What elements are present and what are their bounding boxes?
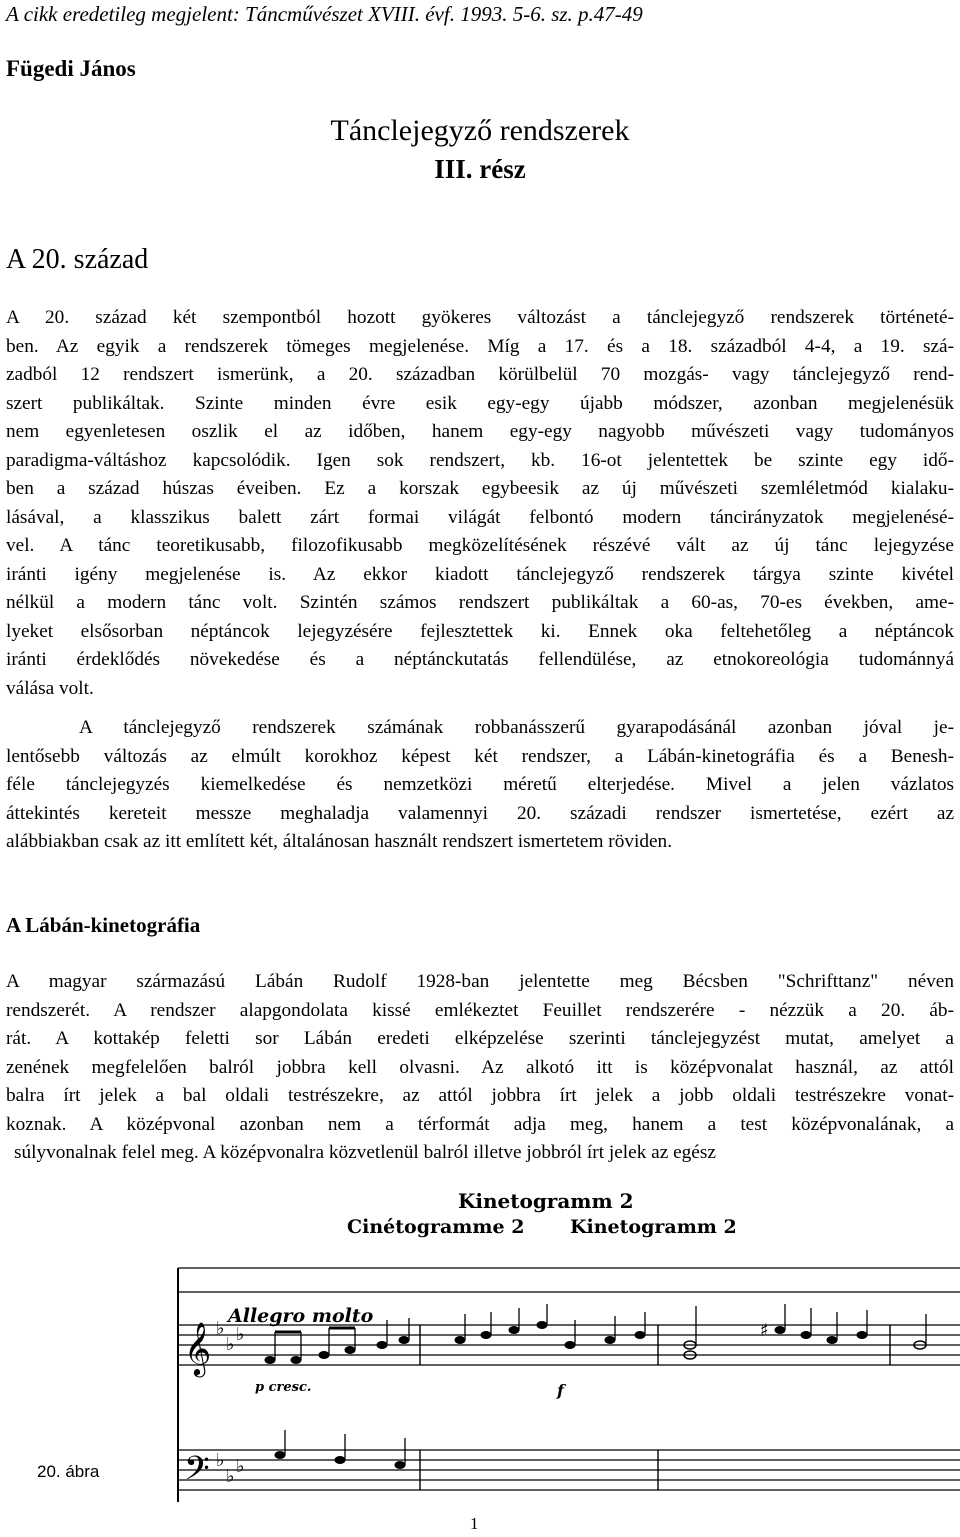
music-score-figure [170, 1240, 960, 1510]
text-line: A tánclejegyző rendszerek számának robbanásszerű gyarapodásánál azonban jóval je- [79, 717, 954, 738]
text-line: ben a század húszas éveiben. Ez a korszak egybeesik az új művészeti szemléletmód kialaku- [6, 478, 954, 499]
figure-heading-top: Kinetogramm 2 [458, 1189, 634, 1213]
text-line: nélkül a modern tánc volt. Szintén számos rendszert publikáltak a 60-as, 70-es években, ame- [6, 592, 954, 613]
svg-text:♭: ♭ [236, 1324, 245, 1345]
paragraph-2 [6, 714, 954, 857]
text-line: paradigma-váltáshoz kapcsolódik. Igen sok rendszert, kb. 16-ot jelentettek be szinte egy idő- [6, 449, 954, 471]
source-note: A cikk eredetileg megjelent: Táncművészet XVIII. évf. 1993. 5-6. sz. p.47-49 [6, 2, 643, 26]
figure-heading-right: Kinetogramm 2 [570, 1216, 737, 1238]
tempo-marking: Allegro molto [228, 1305, 374, 1327]
text-line: rendszerét. A rendszer alapgondolata kissé emlékeztet Feuillet rendszerére - nézzük a 20. áb- [6, 999, 954, 1021]
text-line: zenének megfelelően balról jobbra kell olvasni. Az alkotó itt is középvonalat használ, az attól [6, 1056, 954, 1078]
text-line: A magyar származású Lábán Rudolf 1928-ban jelentette meg Bécsben "Schrifttanz" néven [6, 971, 954, 992]
svg-text:♭: ♭ [216, 1318, 225, 1339]
text-line: lásával, a klasszikus balett zárt formai világát felbontó modern táncirányzatok megjelenésé- [6, 506, 954, 528]
bar-lines [420, 1325, 890, 1490]
paragraph-1 [6, 304, 954, 703]
text-line: ben. Az egyik a rendszerek tömeges megjelenése. Míg a 17. és a 18. századból 4-4, a 19. szá- [6, 335, 954, 357]
section-heading-20th-century: A 20. század [6, 244, 149, 275]
text-line: lentősebb változás az elmúlt korokhoz képest két rendszer, a Lábán-kinetográfia és a Benesh- [6, 745, 954, 767]
treble-clef-icon: 𝄞 [184, 1321, 212, 1375]
text-line: koznak. A középvonal azonban nem a térformát adja meg, hanem a test középvonalának, a [6, 1113, 954, 1135]
author-name: Fügedi János [6, 56, 136, 81]
text-line: féle tánclejegyzés kiemelkedése és nemzetközi méretű elterjedése. Mivel a jelen vázlatos [6, 774, 954, 795]
figure-caption: 20. ábra [37, 1462, 100, 1481]
text-line: áttekintés kereteit messze meghaladja valamennyi 20. századi rendszer ismertetése, ezért az [6, 802, 954, 824]
paragraph-3 [6, 968, 954, 1168]
text-line: szert publikáltak. Szinte minden évre esik egy-egy újabb módszer, azonban megjelenésük [6, 392, 954, 414]
bass-staff [178, 1450, 960, 1490]
page-title: Tánclejegyző rendszerek [330, 114, 630, 147]
page-subtitle: III. rész [434, 154, 526, 184]
text-line: lyeket elsősorban néptáncok lejegyzésére fejlesztettek ki. Ennek oka feltehetőleg a néptáncok [6, 620, 954, 642]
text-line: zadból 12 rendszert ismerünk, a 20. században körülbelül 70 mozgás- vagy tánclejegyző rend- [6, 364, 954, 385]
svg-text:♭: ♭ [216, 1450, 225, 1471]
dynamic-marking-forte: f [557, 1381, 564, 1400]
text-line: alábbiakban csak az itt említett két, általánosan használt rendszert ismertetem röviden. [6, 831, 673, 852]
text-line: balra írt jelek a bal oldali testrészekre, az attól jobbra írt jelek a jobb oldali testrészekre vonat- [6, 1085, 954, 1106]
text-line: iránti igény megjelenése is. Az ekkor kiadott tánclejegyző rendszerek tárgya szinte kivétel [6, 563, 954, 585]
sharp-icon: ♯ [760, 1320, 769, 1341]
section-heading-laban: A Lábán-kinetográfia [6, 913, 201, 937]
bass-clef-icon: 𝄢 [184, 1450, 210, 1496]
figure-heading-left: Cinétogramme 2 [347, 1216, 525, 1238]
svg-text:♭: ♭ [226, 1334, 235, 1355]
kinetogram-staff [178, 1268, 960, 1292]
svg-text:♭: ♭ [236, 1456, 245, 1477]
text-line: rát. A kottakép feletti sor Lábán eredeti elképzelése szerinti tánclejegyzést mutat, amelyet a [6, 1028, 954, 1049]
key-signature-flats [216, 1318, 245, 1487]
dynamic-marking-cresc: p cresc. [255, 1380, 312, 1395]
bass-notes [275, 1430, 405, 1469]
text-line: iránti érdeklődés növekedése és a néptánckutatás fellendülése, az etnokoreológia tudománnyá [6, 649, 954, 670]
svg-text:♭: ♭ [226, 1466, 235, 1487]
text-line: vel. A tánc teoretikusabb, filozofikusabb megközelítésének részévé vált az új tánc lejegyzése [6, 535, 954, 556]
text-line: válása volt. [6, 677, 94, 699]
page-number: 1 [470, 1514, 479, 1533]
text-line: súlyvonalnak felel meg. A középvonalra közvetlenül balról illetve jobbról írt jelek az egész [14, 1142, 716, 1163]
text-line: nem egyenletesen oszlik el az időben, hanem egy-egy nagyobb művészeti vagy tudományos [6, 421, 954, 442]
text-line: A 20. század két szempontból hozott gyökeres változást a tánclejegyző rendszerek történeté- [6, 307, 954, 328]
